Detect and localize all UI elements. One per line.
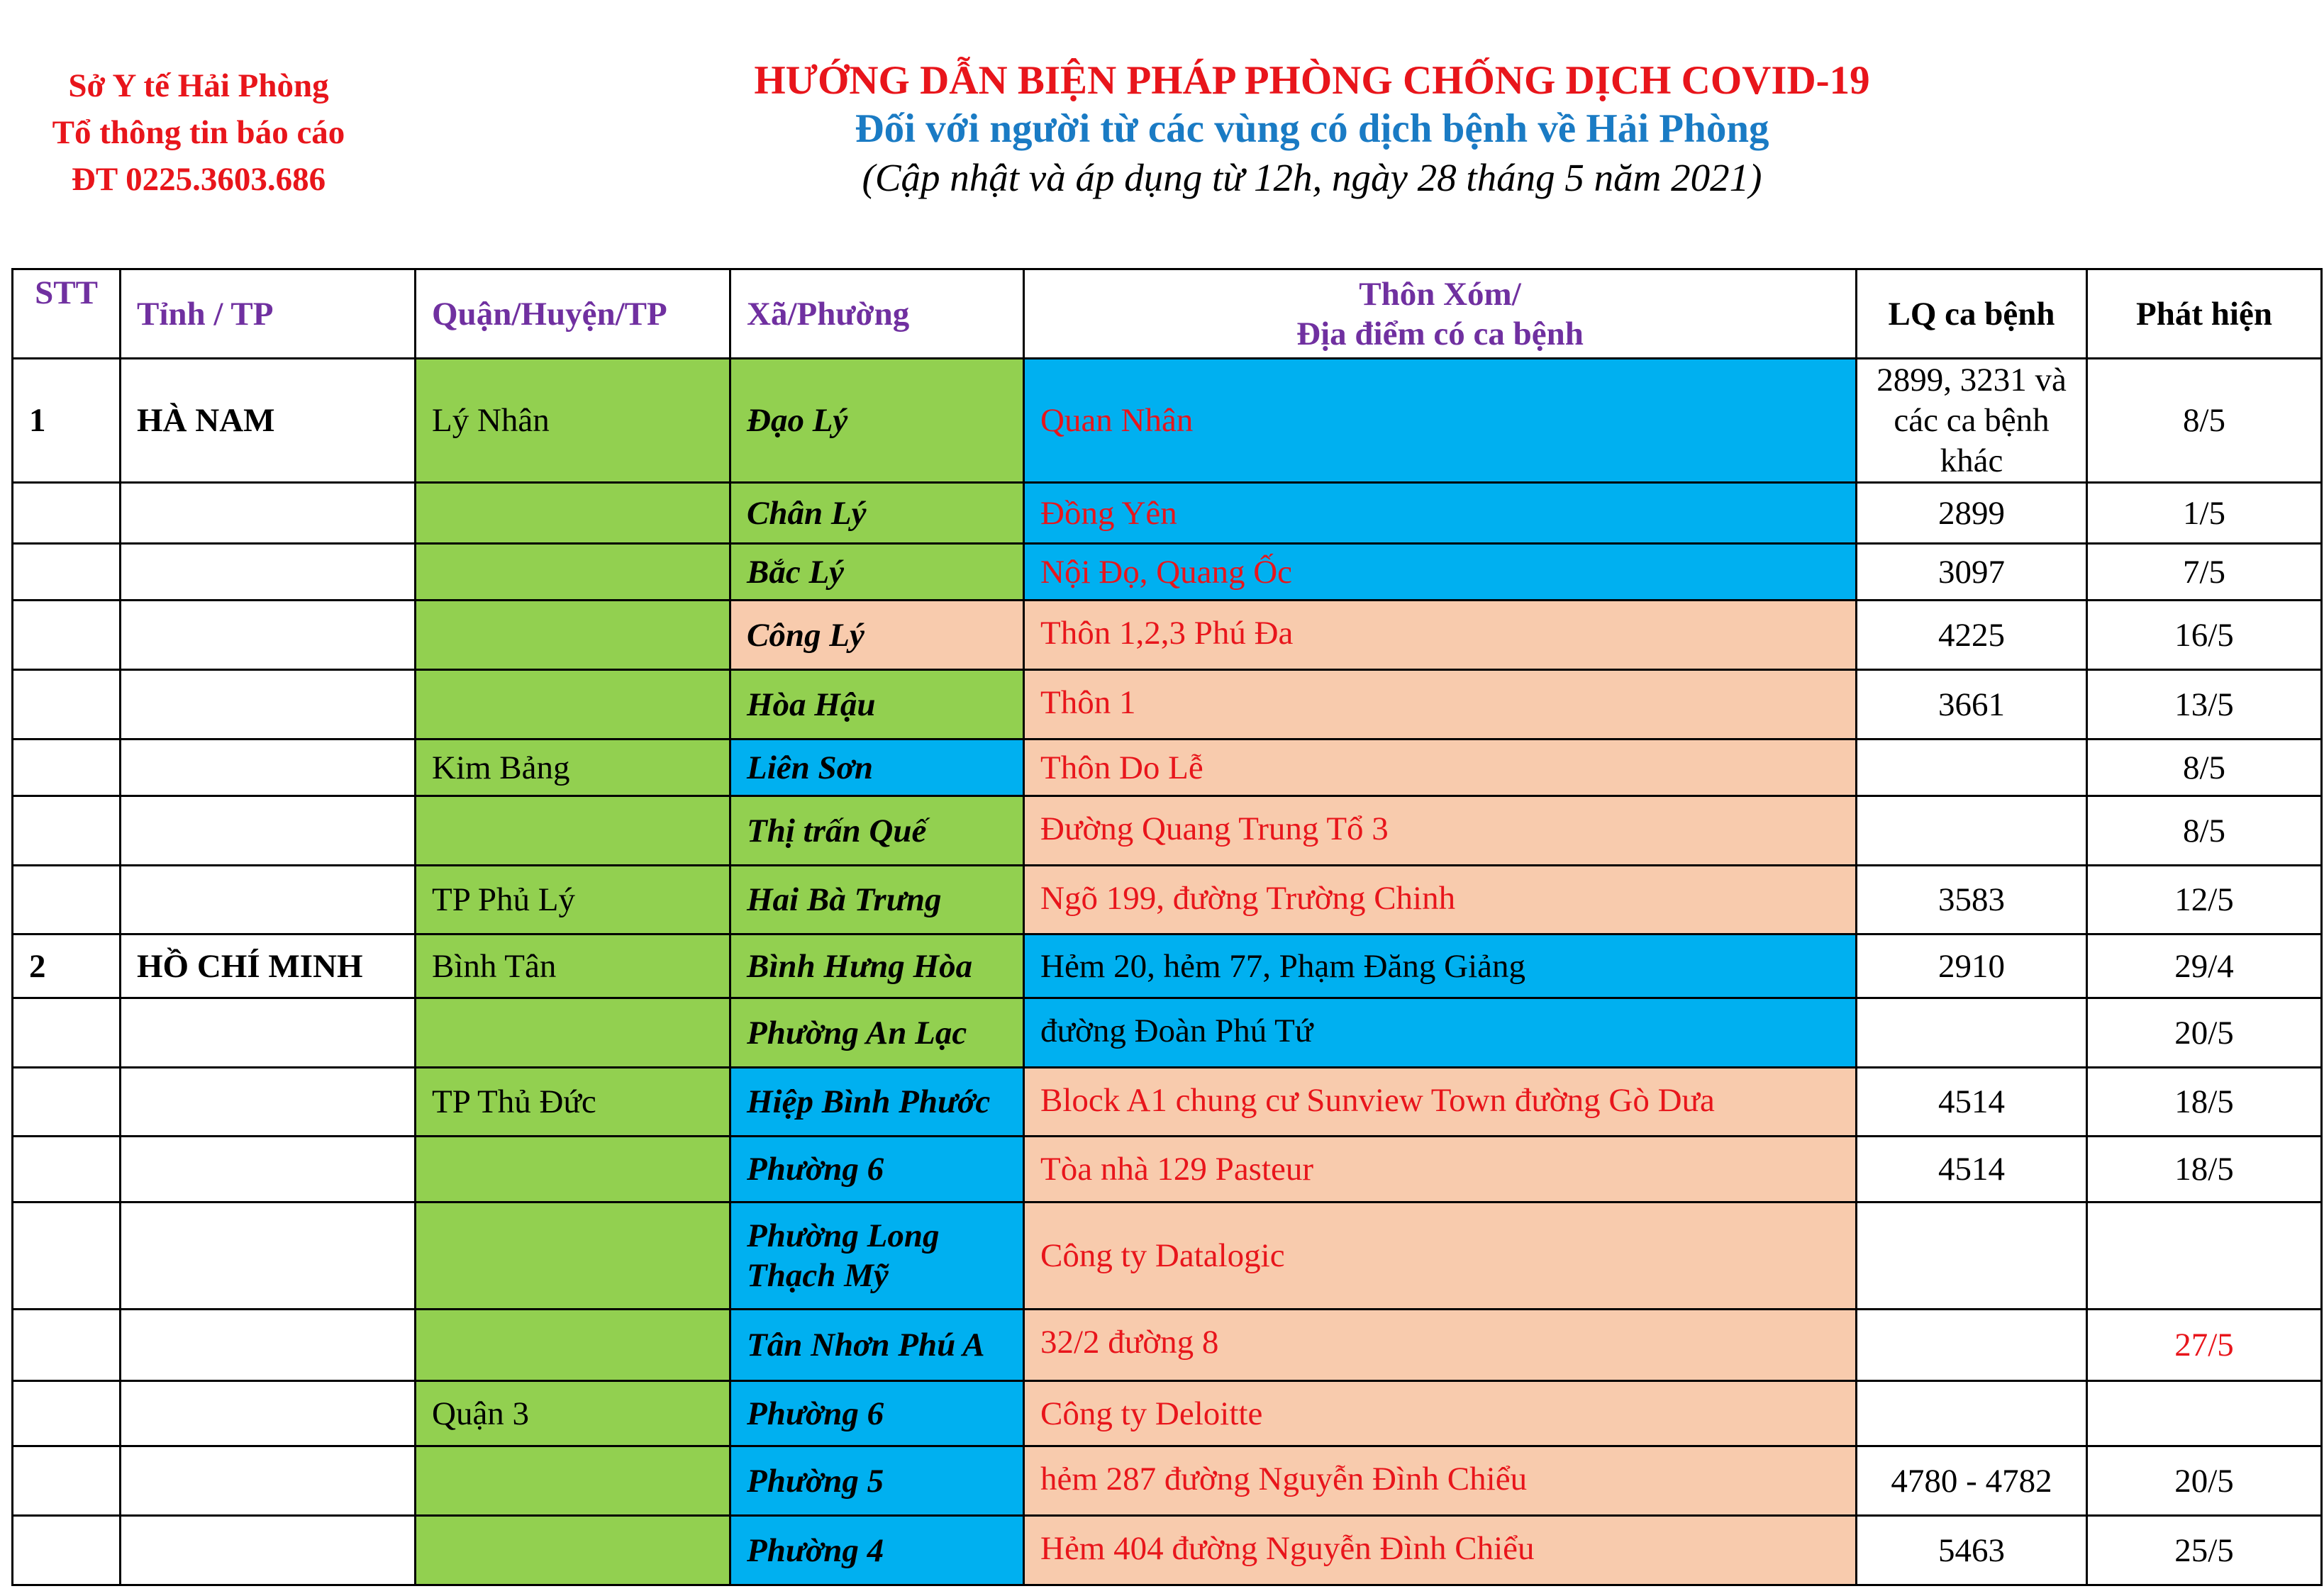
cell-place: Nội Đọ, Quang Ốc [1024,544,1857,601]
cell-place: đường Đoàn Phú Tứ [1024,998,1857,1068]
cell-found: 12/5 [2087,866,2322,934]
cell-province [121,740,416,796]
cell-cases: 4225 [1857,601,2087,670]
cell-stt [13,796,121,866]
cell-district [416,1137,730,1202]
cell-ward: Hiệp Bình Phước [730,1068,1024,1137]
issuer-org: Sở Y tế Hải Phòng [68,67,329,104]
cell-province [121,1516,416,1585]
cell-found [2087,1381,2322,1446]
cell-place: Công ty Datalogic [1024,1202,1857,1310]
cell-place: Đường Quang Trung Tổ 3 [1024,796,1857,866]
cell-place: Thôn Do Lễ [1024,740,1857,796]
cell-found: 29/4 [2087,934,2322,998]
cell-stt [13,1381,121,1446]
table-row [13,670,2322,740]
cell-stt [13,670,121,740]
cell-cases [1857,796,2087,866]
cell-cases: 2899, 3231 và các ca bệnh khác [1857,359,2087,483]
cell-district: Quận 3 [416,1381,730,1446]
cell-place: Ngõ 199, đường Trường Chinh [1024,866,1857,934]
header-found: Phát hiện [2087,269,2322,359]
header-province: Tỉnh / TP [121,269,416,359]
header-stt: STT [13,269,121,359]
issuer-phone: ĐT 0225.3603.686 [71,161,326,198]
cell-cases [1857,1310,2087,1381]
cell-cases [1857,1202,2087,1310]
cell-cases: 5463 [1857,1516,2087,1585]
cell-ward: Hai Bà Trưng [730,866,1024,934]
cell-province [121,483,416,544]
table-row [13,998,2322,1068]
cell-ward: Thị trấn Quế [730,796,1024,866]
cell-province [121,601,416,670]
cell-cases: 4780 - 4782 [1857,1446,2087,1516]
cell-found: 8/5 [2087,740,2322,796]
cell-province [121,866,416,934]
cell-found: 18/5 [2087,1068,2322,1137]
cell-district [416,483,730,544]
cell-ward: Phường 6 [730,1137,1024,1202]
cell-province [121,1137,416,1202]
cell-district: Kim Bảng [416,740,730,796]
cell-province [121,1068,416,1137]
cell-district: TP Thủ Đức [416,1068,730,1137]
document-update-note: (Cập nhật và áp dụng từ 12h, ngày 28 tháng 5 năm 2021) [862,156,1762,199]
cell-place: Thôn 1 [1024,670,1857,740]
cell-stt [13,1516,121,1585]
cell-place: Tòa nhà 129 Pasteur [1024,1137,1857,1202]
cell-stt [13,1137,121,1202]
cell-cases: 2899 [1857,483,2087,544]
table-row [13,740,2322,796]
cell-place: Thôn 1,2,3 Phú Đa [1024,601,1857,670]
cell-province [121,1202,416,1310]
cell-cases: 3097 [1857,544,2087,601]
cell-district [416,670,730,740]
cell-stt [13,998,121,1068]
cell-place: Hẻm 20, hẻm 77, Phạm Đăng Giảng [1024,934,1857,998]
cell-stt [13,740,121,796]
cell-ward: Tân Nhơn Phú A [730,1310,1024,1381]
header-place-line2: Địa điểm có ca bệnh [1296,315,1584,352]
outbreak-locations-table [11,268,2323,1586]
table-row [13,601,2322,670]
cell-district [416,601,730,670]
cell-province [121,1310,416,1381]
document-heading [525,57,2099,203]
table-row [13,1310,2322,1381]
cell-ward: Liên Sơn [730,740,1024,796]
cell-ward: Bắc Lý [730,544,1024,601]
document-subtitle: Đối với người từ các vùng có dịch bệnh về Hải Phòng [855,106,1769,151]
table-row [13,934,2322,998]
cell-district [416,998,730,1068]
cell-ward: Phường An Lạc [730,998,1024,1068]
cell-district: TP Phủ Lý [416,866,730,934]
cell-district [416,1202,730,1310]
cell-stt [13,601,121,670]
cell-province [121,670,416,740]
cell-stt [13,1446,121,1516]
header-place-line1: Thôn Xóm/ [1359,275,1521,313]
issuer-team: Tổ thông tin báo cáo [52,114,345,151]
table-row [13,866,2322,934]
table-row [13,1516,2322,1585]
cell-stt [13,1068,121,1137]
cell-cases: 4514 [1857,1068,2087,1137]
cell-place: hẻm 287 đường Nguyễn Đình Chiểu [1024,1446,1857,1516]
cell-found: 20/5 [2087,1446,2322,1516]
cell-ward: Phường 4 [730,1516,1024,1585]
cell-found: 25/5 [2087,1516,2322,1585]
cell-found [2087,1202,2322,1310]
cell-ward: Phường 5 [730,1446,1024,1516]
cell-cases [1857,740,2087,796]
issuer-block [21,62,376,203]
document-title: HƯỚNG DẪN BIỆN PHÁP PHÒNG CHỐNG DỊCH COVID-19 [754,58,1870,103]
cell-stt [13,544,121,601]
cell-place: Block A1 chung cư Sunview Town đường Gò Dưa [1024,1068,1857,1137]
cell-place: Công ty Deloitte [1024,1381,1857,1446]
cell-ward: Hòa Hậu [730,670,1024,740]
table-row [13,1068,2322,1137]
cell-stt [13,483,121,544]
cell-place: Đồng Yên [1024,483,1857,544]
cell-cases: 3583 [1857,866,2087,934]
table-row [13,796,2322,866]
cell-stt [13,1310,121,1381]
header-ward: Xã/Phường [730,269,1024,359]
table-row [13,483,2322,544]
cell-found: 8/5 [2087,359,2322,483]
cell-district [416,1446,730,1516]
cell-district: Bình Tân [416,934,730,998]
cell-province: HÀ NAM [121,359,416,483]
cell-found: 18/5 [2087,1137,2322,1202]
cell-place: Hẻm 404 đường Nguyễn Đình Chiểu [1024,1516,1857,1585]
cell-province: HỒ CHÍ MINH [121,934,416,998]
cell-district [416,1310,730,1381]
cell-district: Lý Nhân [416,359,730,483]
cell-ward: Phường Long Thạch Mỹ [730,1202,1024,1310]
cell-cases [1857,998,2087,1068]
header-cases: LQ ca bệnh [1857,269,2087,359]
cell-district [416,1516,730,1585]
header-place [1024,269,1857,359]
cell-found: 8/5 [2087,796,2322,866]
cell-province [121,1446,416,1516]
cell-stt [13,1202,121,1310]
cell-place: 32/2 đường 8 [1024,1310,1857,1381]
table-row [13,1381,2322,1446]
table-row [13,359,2322,483]
cell-found: 20/5 [2087,998,2322,1068]
cell-found: 13/5 [2087,670,2322,740]
cell-cases: 4514 [1857,1137,2087,1202]
header-district: Quận/Huyện/TP [416,269,730,359]
cell-found: 1/5 [2087,483,2322,544]
cell-province [121,998,416,1068]
table-row [13,544,2322,601]
cell-province [121,796,416,866]
cell-found: 7/5 [2087,544,2322,601]
cell-stt: 2 [13,934,121,998]
cell-district [416,544,730,601]
cell-ward: Bình Hưng Hòa [730,934,1024,998]
cell-place: Quan Nhân [1024,359,1857,483]
cell-found: 27/5 [2087,1310,2322,1381]
cell-ward: Đạo Lý [730,359,1024,483]
cell-stt: 1 [13,359,121,483]
cell-stt [13,866,121,934]
cell-province [121,1381,416,1446]
cell-cases: 2910 [1857,934,2087,998]
cell-district [416,796,730,866]
cell-ward: Công Lý [730,601,1024,670]
cell-ward: Chân Lý [730,483,1024,544]
cell-cases [1857,1381,2087,1446]
table-row [13,1446,2322,1516]
cell-province [121,544,416,601]
cell-found: 16/5 [2087,601,2322,670]
cell-cases: 3661 [1857,670,2087,740]
cell-ward: Phường 6 [730,1381,1024,1446]
table-header-row [13,269,2322,359]
table-row [13,1137,2322,1202]
table-row [13,1202,2322,1310]
